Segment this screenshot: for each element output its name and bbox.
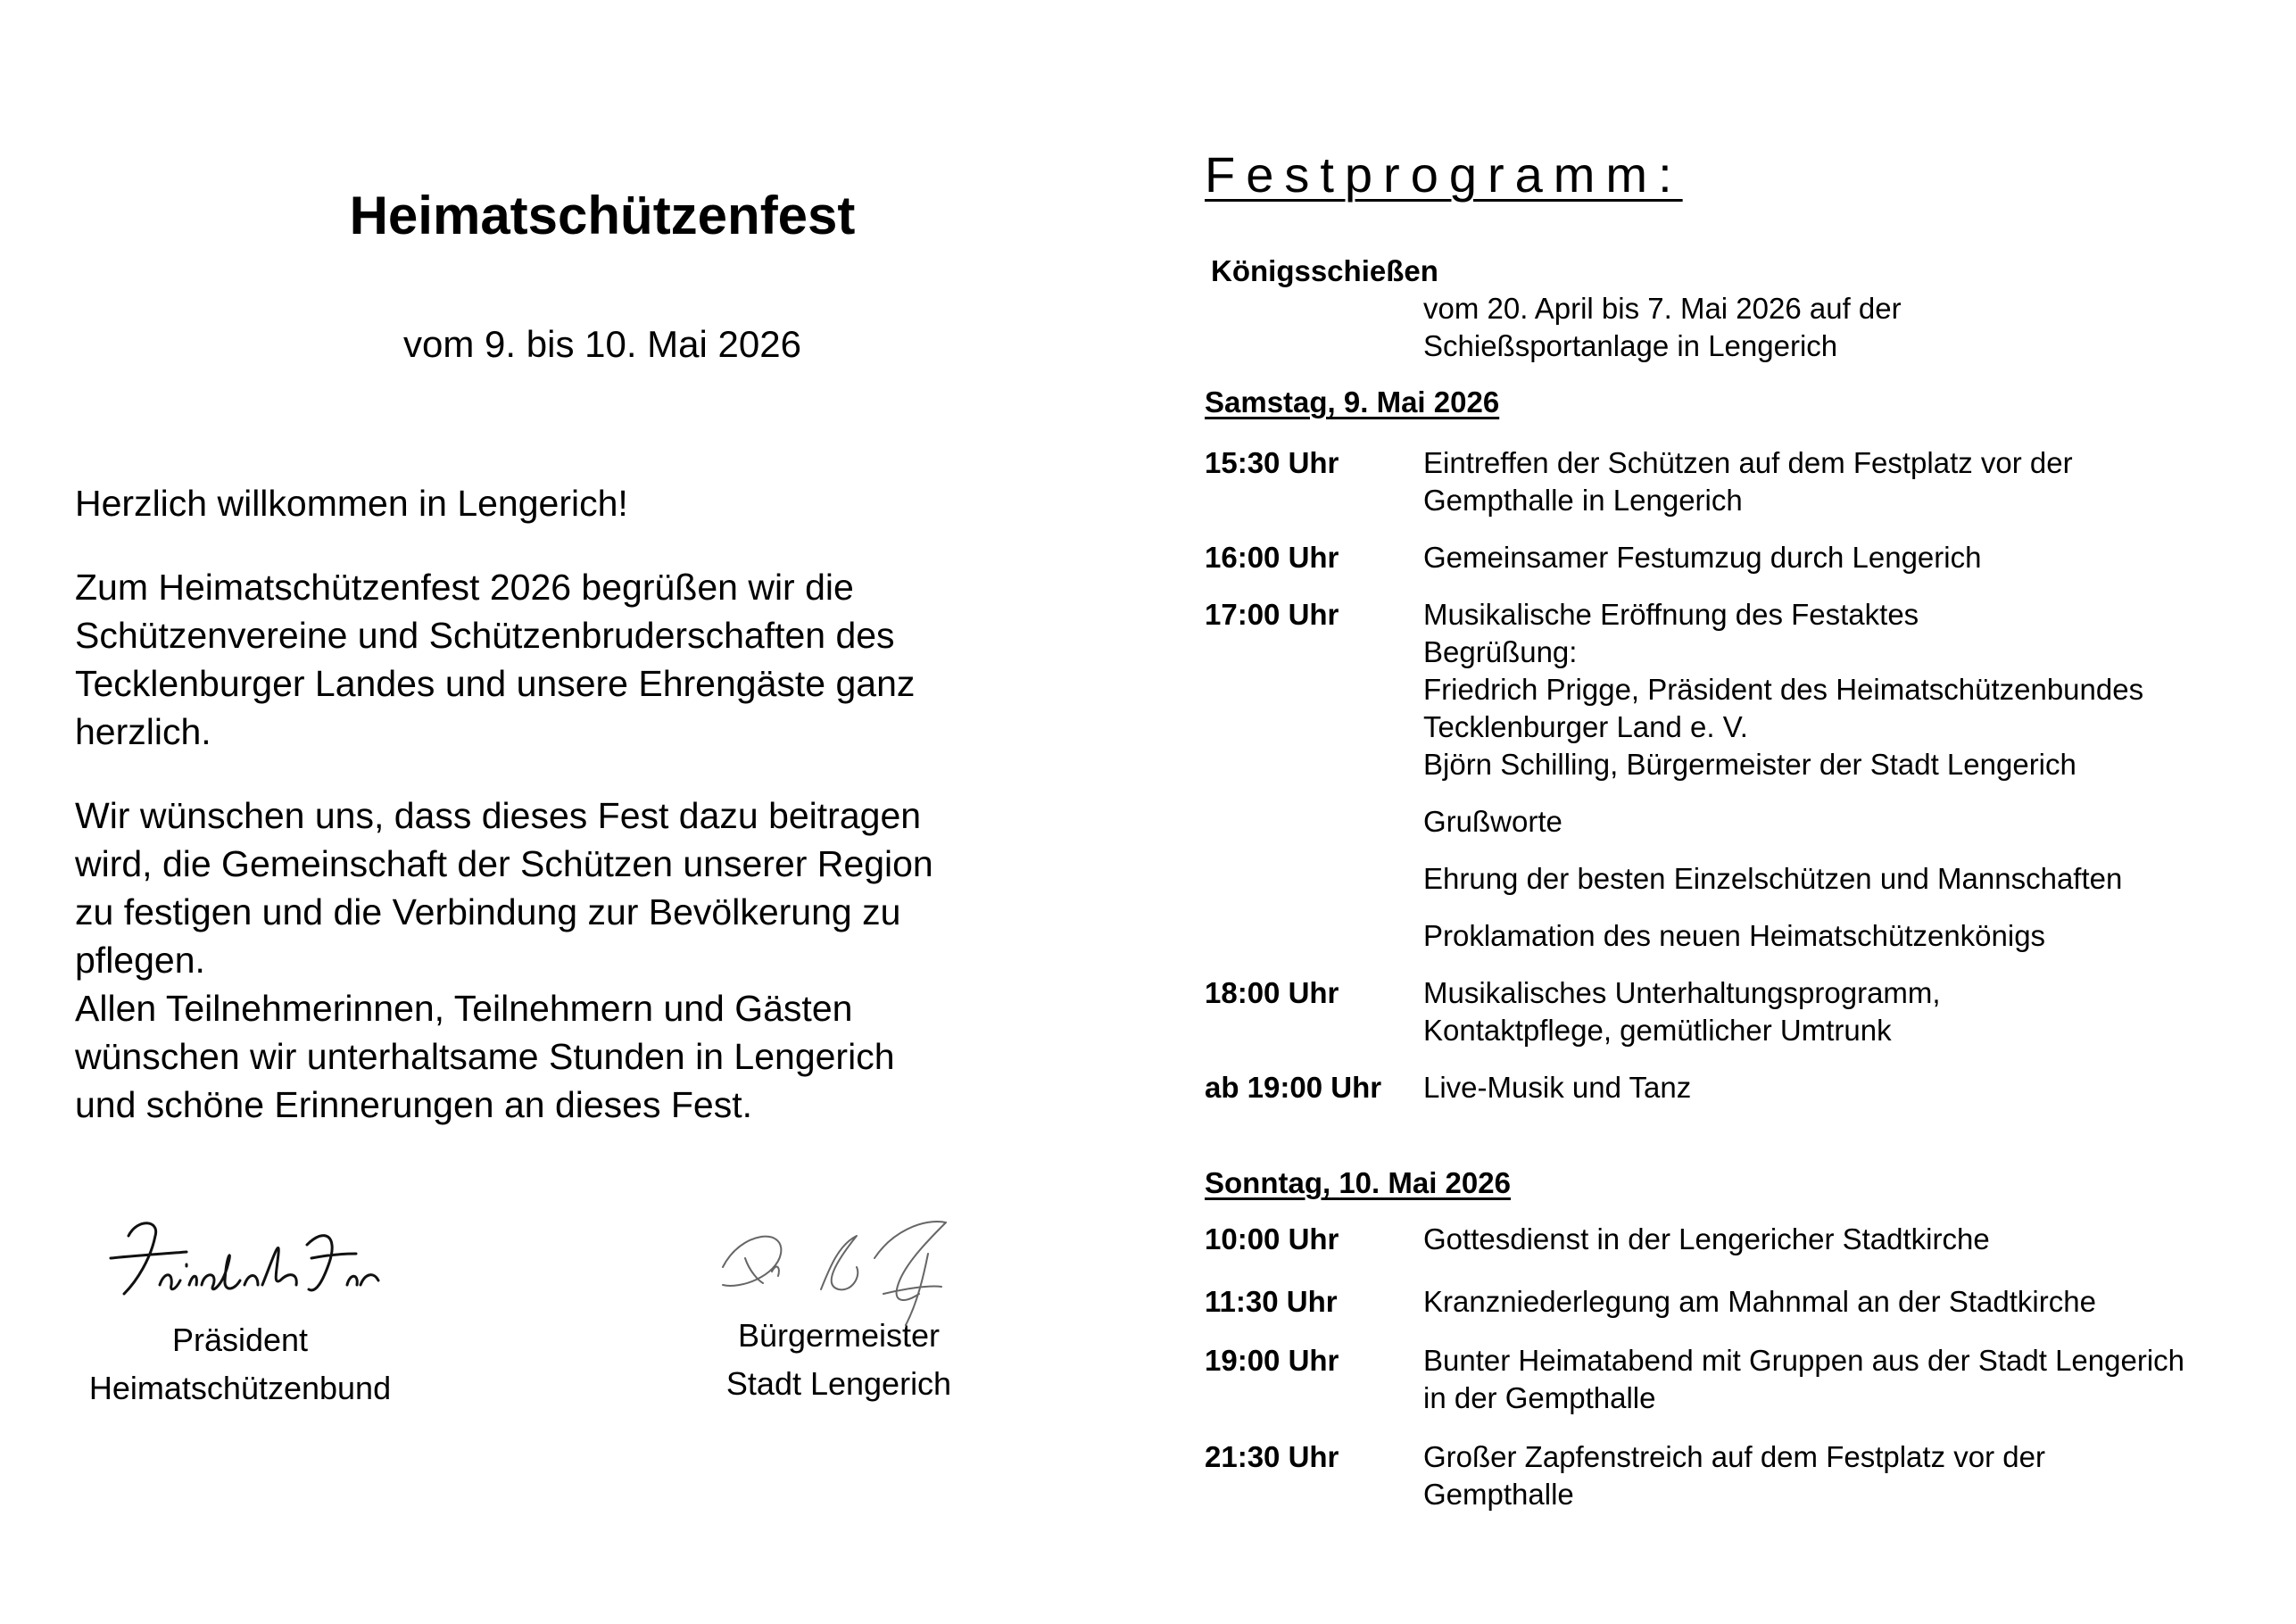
event-description <box>1423 1283 2275 1321</box>
text-line: Gemeinsamer Festumzug durch Lengerich <box>1423 541 1982 574</box>
saturday-heading: Samstag, 9. Mai 2026 <box>1205 385 1500 418</box>
welcome-text <box>75 479 1074 1129</box>
welcome-paragraph-1 <box>75 563 1074 756</box>
text-line: Musikalisches Unterhaltungsprogramm, <box>1423 976 1941 1009</box>
koenigsschiessen-label: Königsschießen <box>1211 254 1438 287</box>
sunday-heading: Sonntag, 10. Mai 2026 <box>1205 1166 1511 1199</box>
text-line: vom 20. April bis 7. Mai 2026 auf der <box>1423 292 1902 325</box>
schedule-row <box>1205 1221 2275 1258</box>
text-line: Kranzniederlegung am Mahnmal an der Stadtkirche <box>1423 1285 2096 1318</box>
event-description <box>1423 974 2275 1049</box>
event-description <box>1423 803 2275 841</box>
sunday-schedule <box>1205 1221 2275 1513</box>
text-line: Friedrich Prigge, Präsident des Heimatschützenbundes <box>1423 673 2144 706</box>
program-heading: Festprogramm: <box>1205 146 1683 203</box>
event-date: vom 9. bis 10. Mai 2026 <box>403 323 801 365</box>
signature-role: Bürgermeister <box>737 1317 941 1354</box>
text-line: Schützenvereine und Schützenbruderschaften des <box>75 615 895 656</box>
text-line: zu festigen und die Verbindung zur Bevölkerung zu <box>75 891 901 932</box>
text-line: Großer Zapfenstreich auf dem Festplatz vor der <box>1423 1440 2045 1473</box>
event-description <box>1423 1069 2275 1106</box>
text-line: und schöne Erinnerungen an dieses Fest. <box>75 1084 753 1125</box>
signature-org: Stadt Lengerich <box>725 1365 952 1402</box>
event-description <box>1423 1342 2275 1417</box>
text-line: Begrüßung: <box>1423 635 1578 668</box>
text-line: Zum Heimatschützenfest 2026 begrüßen wir die <box>75 567 854 608</box>
schedule-row <box>1205 1342 2275 1417</box>
event-time <box>1205 917 1423 955</box>
event-time: 18:00 Uhr <box>1205 976 1339 1009</box>
text-line: Grußworte <box>1423 805 1562 838</box>
saturday-schedule <box>1205 444 2275 1106</box>
event-description <box>1423 539 2275 576</box>
welcome-paragraph-3 <box>75 984 1074 1129</box>
schedule-row <box>1205 803 2275 841</box>
event-time: 15:30 Uhr <box>1205 446 1339 479</box>
text-line: Kontaktpflege, gemütlicher Umtrunk <box>1423 1014 1892 1047</box>
text-line: Tecklenburger Landes und unsere Ehrengäste ganz <box>75 663 916 704</box>
schedule-row <box>1205 860 2275 898</box>
text-line: Proklamation des neuen Heimatschützenkönigs <box>1423 919 2046 952</box>
schedule-row <box>1205 1283 2275 1321</box>
signature-president <box>75 1209 405 1413</box>
welcome-paragraph-2 <box>75 791 1074 984</box>
text-line: Gempthalle in Lengerich <box>1423 484 1743 517</box>
event-time: 19:00 Uhr <box>1205 1344 1339 1377</box>
schedule-row <box>1205 539 2275 576</box>
text-line: pflegen. <box>75 940 205 981</box>
text-line: wird, die Gemeinschaft der Schützen unserer Region <box>75 843 933 884</box>
text-line: wünschen wir unterhaltsame Stunden in Lengerich <box>75 1036 895 1077</box>
signature-mayor-graphic <box>705 1205 973 1330</box>
schedule-row <box>1205 444 2275 519</box>
event-time: 17:00 Uhr <box>1205 598 1339 631</box>
schedule-row <box>1205 1438 2275 1513</box>
schedule-row <box>1205 596 2275 783</box>
text-line: Bunter Heimatabend mit Gruppen aus der Stadt Lengerich <box>1423 1344 2185 1377</box>
event-time: 16:00 Uhr <box>1205 541 1339 574</box>
event-description <box>1423 860 2275 898</box>
signature-role: Präsident <box>171 1322 309 1358</box>
signature-president-graphic <box>75 1209 405 1316</box>
text-line: herzlich. <box>75 711 211 752</box>
event-time: 21:30 Uhr <box>1205 1440 1339 1473</box>
event-time <box>1205 803 1423 841</box>
text-line: Schießsportanlage in Lengerich <box>1423 329 1838 362</box>
schedule-row <box>1205 1069 2275 1106</box>
event-time <box>1205 860 1423 898</box>
text-line: Live-Musik und Tanz <box>1423 1071 1692 1104</box>
text-line: Musikalische Eröffnung des Festaktes <box>1423 598 1919 631</box>
text-line: Björn Schilling, Bürgermeister der Stadt Lengerich <box>1423 748 2076 781</box>
signature-mayor <box>705 1205 973 1408</box>
event-time: 11:30 Uhr <box>1205 1285 1338 1318</box>
text-line: Gottesdienst in der Lengericher Stadtkirche <box>1423 1222 1990 1255</box>
page-title: Heimatschützenfest <box>349 186 856 245</box>
text-line: Tecklenburger Land e. V. <box>1423 710 1748 743</box>
welcome-greeting: Herzlich willkommen in Lengerich! <box>75 483 628 524</box>
event-description <box>1423 1438 2275 1513</box>
event-time: 10:00 Uhr <box>1205 1222 1339 1255</box>
text-line: Allen Teilnehmerinnen, Teilnehmern und Gästen <box>75 988 853 1029</box>
signature-org: Heimatschützenbund <box>88 1370 392 1406</box>
koenigsschiessen-text <box>1423 290 2191 365</box>
text-line: Eintreffen der Schützen auf dem Festplatz vor der <box>1423 446 2073 479</box>
event-description <box>1423 596 2275 783</box>
text-line: Wir wünschen uns, dass dieses Fest dazu beitragen <box>75 795 922 836</box>
text-line: in der Gempthalle <box>1423 1381 1656 1414</box>
schedule-row <box>1205 917 2275 955</box>
text-line: Gempthalle <box>1423 1478 1574 1511</box>
schedule-row <box>1205 974 2275 1049</box>
event-description <box>1423 444 2275 519</box>
event-description <box>1423 917 2275 955</box>
text-line: Ehrung der besten Einzelschützen und Mannschaften <box>1423 862 2123 895</box>
event-time: ab 19:00 Uhr <box>1205 1071 1382 1104</box>
event-description <box>1423 1221 2275 1258</box>
